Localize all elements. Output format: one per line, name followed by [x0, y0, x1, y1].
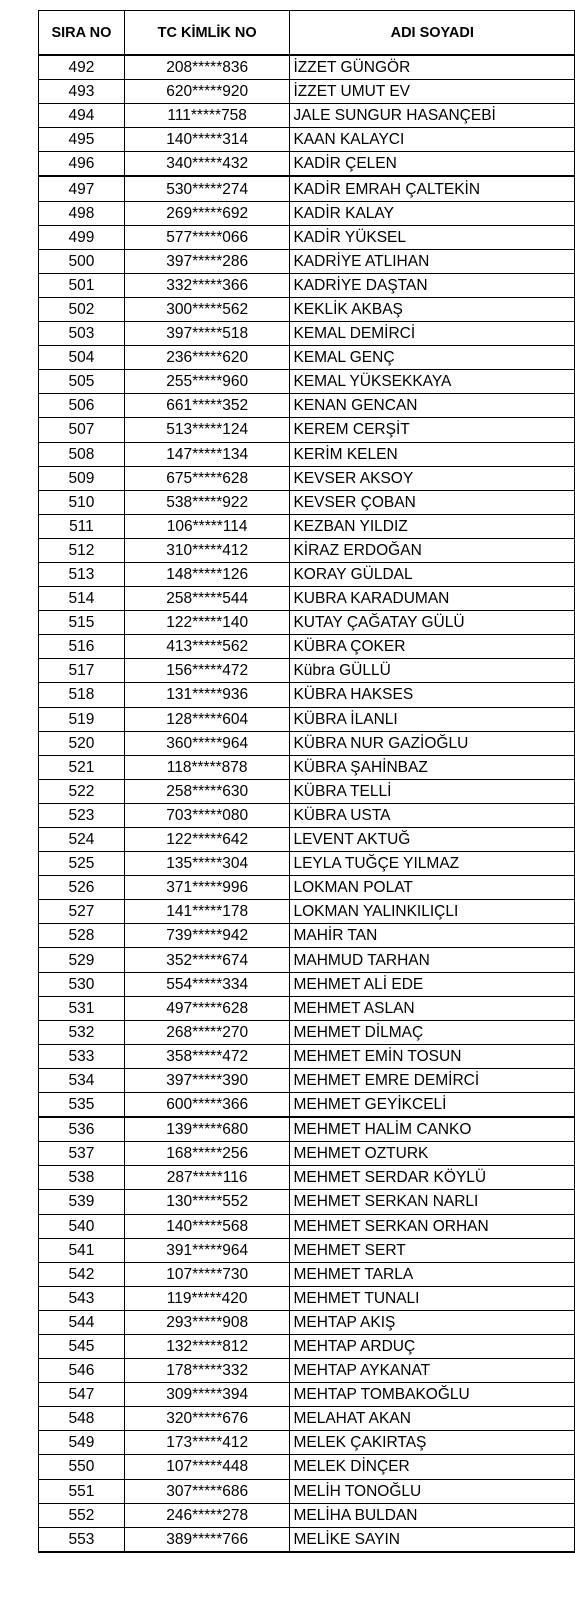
- full-name-cell: KEKLİK AKBAŞ: [290, 297, 575, 321]
- row-number-cell: 530: [39, 972, 125, 996]
- tc-number-cell: 118*****878: [124, 755, 290, 779]
- table-row: [39, 418, 575, 442]
- row-number-cell: 512: [39, 538, 125, 562]
- row-number-cell: 525: [39, 852, 125, 876]
- tc-number-cell: 236*****620: [124, 346, 290, 370]
- tc-number-cell: 661*****352: [124, 394, 290, 418]
- full-name-cell: İZZET GÜNGÖR: [290, 55, 575, 80]
- full-name-cell: MELEK DİNÇER: [290, 1455, 575, 1479]
- full-name-cell: LEYLA TUĞÇE YILMAZ: [290, 852, 575, 876]
- row-number-cell: 496: [39, 152, 125, 177]
- tc-number-cell: 156*****472: [124, 659, 290, 683]
- tc-number-cell: 107*****730: [124, 1262, 290, 1286]
- full-name-cell: KİRAZ ERDOĞAN: [290, 538, 575, 562]
- row-number-cell: 500: [39, 249, 125, 273]
- table-row: [39, 876, 575, 900]
- row-number-cell: 513: [39, 562, 125, 586]
- full-name-cell: KUTAY ÇAĞATAY GÜLÜ: [290, 611, 575, 635]
- full-name-cell: KÜBRA ŞAHİNBAZ: [290, 755, 575, 779]
- table-row: [39, 442, 575, 466]
- full-name-cell: KENAN GENCAN: [290, 394, 575, 418]
- tc-number-cell: 397*****390: [124, 1068, 290, 1092]
- table-row: [39, 1238, 575, 1262]
- full-name-cell: KADİR KALAY: [290, 201, 575, 225]
- table-row: [39, 611, 575, 635]
- table-row: [39, 370, 575, 394]
- full-name-cell: MEHMET SERT: [290, 1238, 575, 1262]
- full-name-cell: KEREM CERŞİT: [290, 418, 575, 442]
- table-row: [39, 562, 575, 586]
- row-number-cell: 551: [39, 1479, 125, 1503]
- table-row: [39, 80, 575, 104]
- table-row: [39, 1286, 575, 1310]
- row-number-cell: 550: [39, 1455, 125, 1479]
- full-name-cell: MEHMET HALİM CANKO: [290, 1117, 575, 1142]
- row-number-cell: 540: [39, 1214, 125, 1238]
- row-number-cell: 536: [39, 1117, 125, 1142]
- tc-number-cell: 310*****412: [124, 538, 290, 562]
- tc-number-cell: 107*****448: [124, 1455, 290, 1479]
- row-number-cell: 517: [39, 659, 125, 683]
- full-name-cell: MEHMET DİLMAÇ: [290, 1020, 575, 1044]
- row-number-cell: 515: [39, 611, 125, 635]
- row-number-cell: 516: [39, 635, 125, 659]
- full-name-cell: KÜBRA TELLİ: [290, 779, 575, 803]
- tc-number-cell: 371*****996: [124, 876, 290, 900]
- header-row: [39, 11, 575, 56]
- full-name-cell: LOKMAN POLAT: [290, 876, 575, 900]
- full-name-cell: MELİKE SAYIN: [290, 1527, 575, 1552]
- table-row: [39, 1407, 575, 1431]
- row-number-cell: 533: [39, 1044, 125, 1068]
- row-number-cell: 538: [39, 1166, 125, 1190]
- full-name-cell: JALE SUNGUR HASANÇEBİ: [290, 104, 575, 128]
- full-name-cell: MEHMET OZTURK: [290, 1142, 575, 1166]
- table-row: [39, 1214, 575, 1238]
- table-row: [39, 587, 575, 611]
- full-name-cell: KEVSER ÇOBAN: [290, 490, 575, 514]
- table-row: [39, 225, 575, 249]
- full-name-cell: KADİR YÜKSEL: [290, 225, 575, 249]
- tc-number-cell: 119*****420: [124, 1286, 290, 1310]
- tc-number-cell: 360*****964: [124, 731, 290, 755]
- row-number-cell: 526: [39, 876, 125, 900]
- full-name-cell: KÜBRA NUR GAZİOĞLU: [290, 731, 575, 755]
- row-number-cell: 537: [39, 1142, 125, 1166]
- row-number-cell: 545: [39, 1334, 125, 1358]
- tc-number-cell: 358*****472: [124, 1044, 290, 1068]
- tc-number-cell: 309*****394: [124, 1383, 290, 1407]
- table-row: [39, 1068, 575, 1092]
- tc-number-cell: 148*****126: [124, 562, 290, 586]
- row-number-cell: 535: [39, 1093, 125, 1118]
- row-number-cell: 521: [39, 755, 125, 779]
- full-name-cell: KÜBRA ÇOKER: [290, 635, 575, 659]
- row-number-cell: 548: [39, 1407, 125, 1431]
- row-number-cell: 534: [39, 1068, 125, 1092]
- full-name-cell: MEHMET EMİN TOSUN: [290, 1044, 575, 1068]
- tc-number-cell: 413*****562: [124, 635, 290, 659]
- row-number-cell: 499: [39, 225, 125, 249]
- table-row: [39, 466, 575, 490]
- tc-number-cell: 675*****628: [124, 466, 290, 490]
- row-number-cell: 509: [39, 466, 125, 490]
- table-row: [39, 128, 575, 152]
- full-name-cell: MEHMET SERDAR KÖYLÜ: [290, 1166, 575, 1190]
- tc-number-cell: 320*****676: [124, 1407, 290, 1431]
- tc-number-cell: 208*****836: [124, 55, 290, 80]
- table-row: [39, 176, 575, 201]
- tc-number-cell: 178*****332: [124, 1359, 290, 1383]
- full-name-cell: KADRİYE DAŞTAN: [290, 273, 575, 297]
- tc-number-cell: 554*****334: [124, 972, 290, 996]
- tc-number-cell: 332*****366: [124, 273, 290, 297]
- table-row: [39, 1431, 575, 1455]
- full-name-cell: MEHTAP AKIŞ: [290, 1310, 575, 1334]
- full-name-cell: MELAHAT AKAN: [290, 1407, 575, 1431]
- table-row: [39, 1117, 575, 1142]
- row-number-cell: 542: [39, 1262, 125, 1286]
- tc-number-cell: 139*****680: [124, 1117, 290, 1142]
- full-name-cell: MAHMUD TARHAN: [290, 948, 575, 972]
- row-number-cell: 541: [39, 1238, 125, 1262]
- tc-number-cell: 140*****568: [124, 1214, 290, 1238]
- row-number-cell: 543: [39, 1286, 125, 1310]
- row-number-cell: 531: [39, 996, 125, 1020]
- full-name-cell: KEMAL YÜKSEKKAYA: [290, 370, 575, 394]
- table-row: [39, 755, 575, 779]
- full-name-cell: LOKMAN YALINKILIÇLI: [290, 900, 575, 924]
- tc-number-cell: 340*****432: [124, 152, 290, 177]
- full-name-cell: KAAN KALAYCI: [290, 128, 575, 152]
- tc-number-cell: 352*****674: [124, 948, 290, 972]
- row-number-cell: 524: [39, 828, 125, 852]
- full-name-cell: MEHTAP ARDUÇ: [290, 1334, 575, 1358]
- tc-number-cell: 130*****552: [124, 1190, 290, 1214]
- table-row: [39, 1142, 575, 1166]
- row-number-cell: 505: [39, 370, 125, 394]
- tc-number-cell: 287*****116: [124, 1166, 290, 1190]
- table-row: [39, 803, 575, 827]
- table-body: [39, 55, 575, 1552]
- header-tc-kimlik-no: TC KİMLİK NO: [124, 11, 290, 56]
- full-name-cell: KEVSER AKSOY: [290, 466, 575, 490]
- full-name-cell: MEHMET ALİ EDE: [290, 972, 575, 996]
- full-name-cell: KEMAL GENÇ: [290, 346, 575, 370]
- tc-number-cell: 513*****124: [124, 418, 290, 442]
- tc-number-cell: 269*****692: [124, 201, 290, 225]
- tc-number-cell: 703*****080: [124, 803, 290, 827]
- tc-number-cell: 258*****544: [124, 587, 290, 611]
- table-row: [39, 490, 575, 514]
- table-row: [39, 972, 575, 996]
- row-number-cell: 510: [39, 490, 125, 514]
- full-name-cell: KERİM KELEN: [290, 442, 575, 466]
- tc-number-cell: 140*****314: [124, 128, 290, 152]
- full-name-cell: KÜBRA USTA: [290, 803, 575, 827]
- tc-number-cell: 600*****366: [124, 1093, 290, 1118]
- row-number-cell: 547: [39, 1383, 125, 1407]
- tc-number-cell: 111*****758: [124, 104, 290, 128]
- table-row: [39, 1359, 575, 1383]
- row-number-cell: 518: [39, 683, 125, 707]
- row-number-cell: 552: [39, 1503, 125, 1527]
- row-number-cell: 519: [39, 707, 125, 731]
- table-row: [39, 635, 575, 659]
- row-number-cell: 544: [39, 1310, 125, 1334]
- tc-number-cell: 397*****286: [124, 249, 290, 273]
- table-row: [39, 1166, 575, 1190]
- header-adi-soyadi: ADI SOYADI: [290, 11, 575, 56]
- tc-number-cell: 258*****630: [124, 779, 290, 803]
- table-row: [39, 1190, 575, 1214]
- row-number-cell: 492: [39, 55, 125, 80]
- row-number-cell: 553: [39, 1527, 125, 1552]
- full-name-cell: MEHMET TUNALI: [290, 1286, 575, 1310]
- table-row: [39, 731, 575, 755]
- table-row: [39, 1503, 575, 1527]
- tc-number-cell: 255*****960: [124, 370, 290, 394]
- tc-number-cell: 246*****278: [124, 1503, 290, 1527]
- row-number-cell: 508: [39, 442, 125, 466]
- tc-number-cell: 300*****562: [124, 297, 290, 321]
- full-name-cell: MEHMET TARLA: [290, 1262, 575, 1286]
- full-name-cell: MEHTAP TOMBAKOĞLU: [290, 1383, 575, 1407]
- row-number-cell: 514: [39, 587, 125, 611]
- table-row: [39, 1455, 575, 1479]
- row-number-cell: 549: [39, 1431, 125, 1455]
- row-number-cell: 498: [39, 201, 125, 225]
- table-row: [39, 707, 575, 731]
- full-name-cell: İZZET UMUT EV: [290, 80, 575, 104]
- row-number-cell: 522: [39, 779, 125, 803]
- full-name-cell: MELİHA BULDAN: [290, 1503, 575, 1527]
- row-number-cell: 504: [39, 346, 125, 370]
- row-number-cell: 532: [39, 1020, 125, 1044]
- table-row: [39, 900, 575, 924]
- tc-number-cell: 391*****964: [124, 1238, 290, 1262]
- tc-number-cell: 577*****066: [124, 225, 290, 249]
- tc-number-cell: 128*****604: [124, 707, 290, 731]
- row-number-cell: 523: [39, 803, 125, 827]
- full-name-cell: MELEK ÇAKIRTAŞ: [290, 1431, 575, 1455]
- row-number-cell: 507: [39, 418, 125, 442]
- full-name-cell: KADİR ÇELEN: [290, 152, 575, 177]
- tc-number-cell: 268*****270: [124, 1020, 290, 1044]
- row-number-cell: 494: [39, 104, 125, 128]
- row-number-cell: 503: [39, 322, 125, 346]
- row-number-cell: 497: [39, 176, 125, 201]
- table-row: [39, 346, 575, 370]
- tc-number-cell: 397*****518: [124, 322, 290, 346]
- tc-number-cell: 389*****766: [124, 1527, 290, 1552]
- table-row: [39, 1383, 575, 1407]
- table-row: [39, 514, 575, 538]
- row-number-cell: 506: [39, 394, 125, 418]
- table-row: [39, 852, 575, 876]
- tc-number-cell: 135*****304: [124, 852, 290, 876]
- full-name-cell: MEHMET GEYİKCELİ: [290, 1093, 575, 1118]
- full-name-cell: KÜBRA İLANLI: [290, 707, 575, 731]
- tc-number-cell: 141*****178: [124, 900, 290, 924]
- table-row: [39, 779, 575, 803]
- table-row: [39, 1334, 575, 1358]
- row-number-cell: 511: [39, 514, 125, 538]
- tc-number-cell: 293*****908: [124, 1310, 290, 1334]
- table-row: [39, 104, 575, 128]
- table-row: [39, 322, 575, 346]
- full-name-cell: MEHMET SERKAN NARLI: [290, 1190, 575, 1214]
- row-number-cell: 493: [39, 80, 125, 104]
- tc-number-cell: 106*****114: [124, 514, 290, 538]
- table-row: [39, 394, 575, 418]
- tc-number-cell: 122*****642: [124, 828, 290, 852]
- table-row: [39, 1020, 575, 1044]
- header-sira-no: SIRA NO: [39, 11, 125, 56]
- full-name-cell: MELİH TONOĞLU: [290, 1479, 575, 1503]
- full-name-cell: LEVENT AKTUĞ: [290, 828, 575, 852]
- table-row: [39, 1044, 575, 1068]
- table-row: [39, 249, 575, 273]
- row-number-cell: 529: [39, 948, 125, 972]
- row-number-cell: 546: [39, 1359, 125, 1383]
- row-number-cell: 501: [39, 273, 125, 297]
- tc-number-cell: 307*****686: [124, 1479, 290, 1503]
- full-name-cell: MEHMET SERKAN ORHAN: [290, 1214, 575, 1238]
- tc-number-cell: 132*****812: [124, 1334, 290, 1358]
- full-name-cell: KORAY GÜLDAL: [290, 562, 575, 586]
- tc-number-cell: 131*****936: [124, 683, 290, 707]
- full-name-cell: MEHMET EMRE DEMİRCİ: [290, 1068, 575, 1092]
- row-number-cell: 527: [39, 900, 125, 924]
- tc-number-cell: 173*****412: [124, 1431, 290, 1455]
- full-name-cell: KEZBAN YILDIZ: [290, 514, 575, 538]
- table-row: [39, 1093, 575, 1118]
- table-row: [39, 297, 575, 321]
- row-number-cell: 539: [39, 1190, 125, 1214]
- table-row: [39, 201, 575, 225]
- table-row: [39, 273, 575, 297]
- table-row: [39, 996, 575, 1020]
- row-number-cell: 528: [39, 924, 125, 948]
- full-name-cell: MEHTAP AYKANAT: [290, 1359, 575, 1383]
- tc-number-cell: 620*****920: [124, 80, 290, 104]
- table-row: [39, 152, 575, 177]
- full-name-cell: MEHMET ASLAN: [290, 996, 575, 1020]
- table-row: [39, 1479, 575, 1503]
- table-row: [39, 948, 575, 972]
- table-row: [39, 683, 575, 707]
- tc-number-cell: 739*****942: [124, 924, 290, 948]
- full-name-cell: MAHİR TAN: [290, 924, 575, 948]
- tc-number-cell: 530*****274: [124, 176, 290, 201]
- table-row: [39, 1527, 575, 1552]
- row-number-cell: 502: [39, 297, 125, 321]
- table-row: [39, 659, 575, 683]
- full-name-cell: KADİR EMRAH ÇALTEKİN: [290, 176, 575, 201]
- full-name-cell: KÜBRA HAKSES: [290, 683, 575, 707]
- row-number-cell: 520: [39, 731, 125, 755]
- tc-number-cell: 497*****628: [124, 996, 290, 1020]
- tc-number-cell: 147*****134: [124, 442, 290, 466]
- table-row: [39, 1262, 575, 1286]
- table-row: [39, 538, 575, 562]
- full-name-cell: Kübra GÜLLÜ: [290, 659, 575, 683]
- table-row: [39, 924, 575, 948]
- records-table: [38, 10, 575, 1553]
- full-name-cell: KADRİYE ATLIHAN: [290, 249, 575, 273]
- full-name-cell: KEMAL DEMİRCİ: [290, 322, 575, 346]
- table-row: [39, 55, 575, 80]
- table-row: [39, 828, 575, 852]
- row-number-cell: 495: [39, 128, 125, 152]
- tc-number-cell: 538*****922: [124, 490, 290, 514]
- tc-number-cell: 168*****256: [124, 1142, 290, 1166]
- table-row: [39, 1310, 575, 1334]
- tc-number-cell: 122*****140: [124, 611, 290, 635]
- full-name-cell: KUBRA KARADUMAN: [290, 587, 575, 611]
